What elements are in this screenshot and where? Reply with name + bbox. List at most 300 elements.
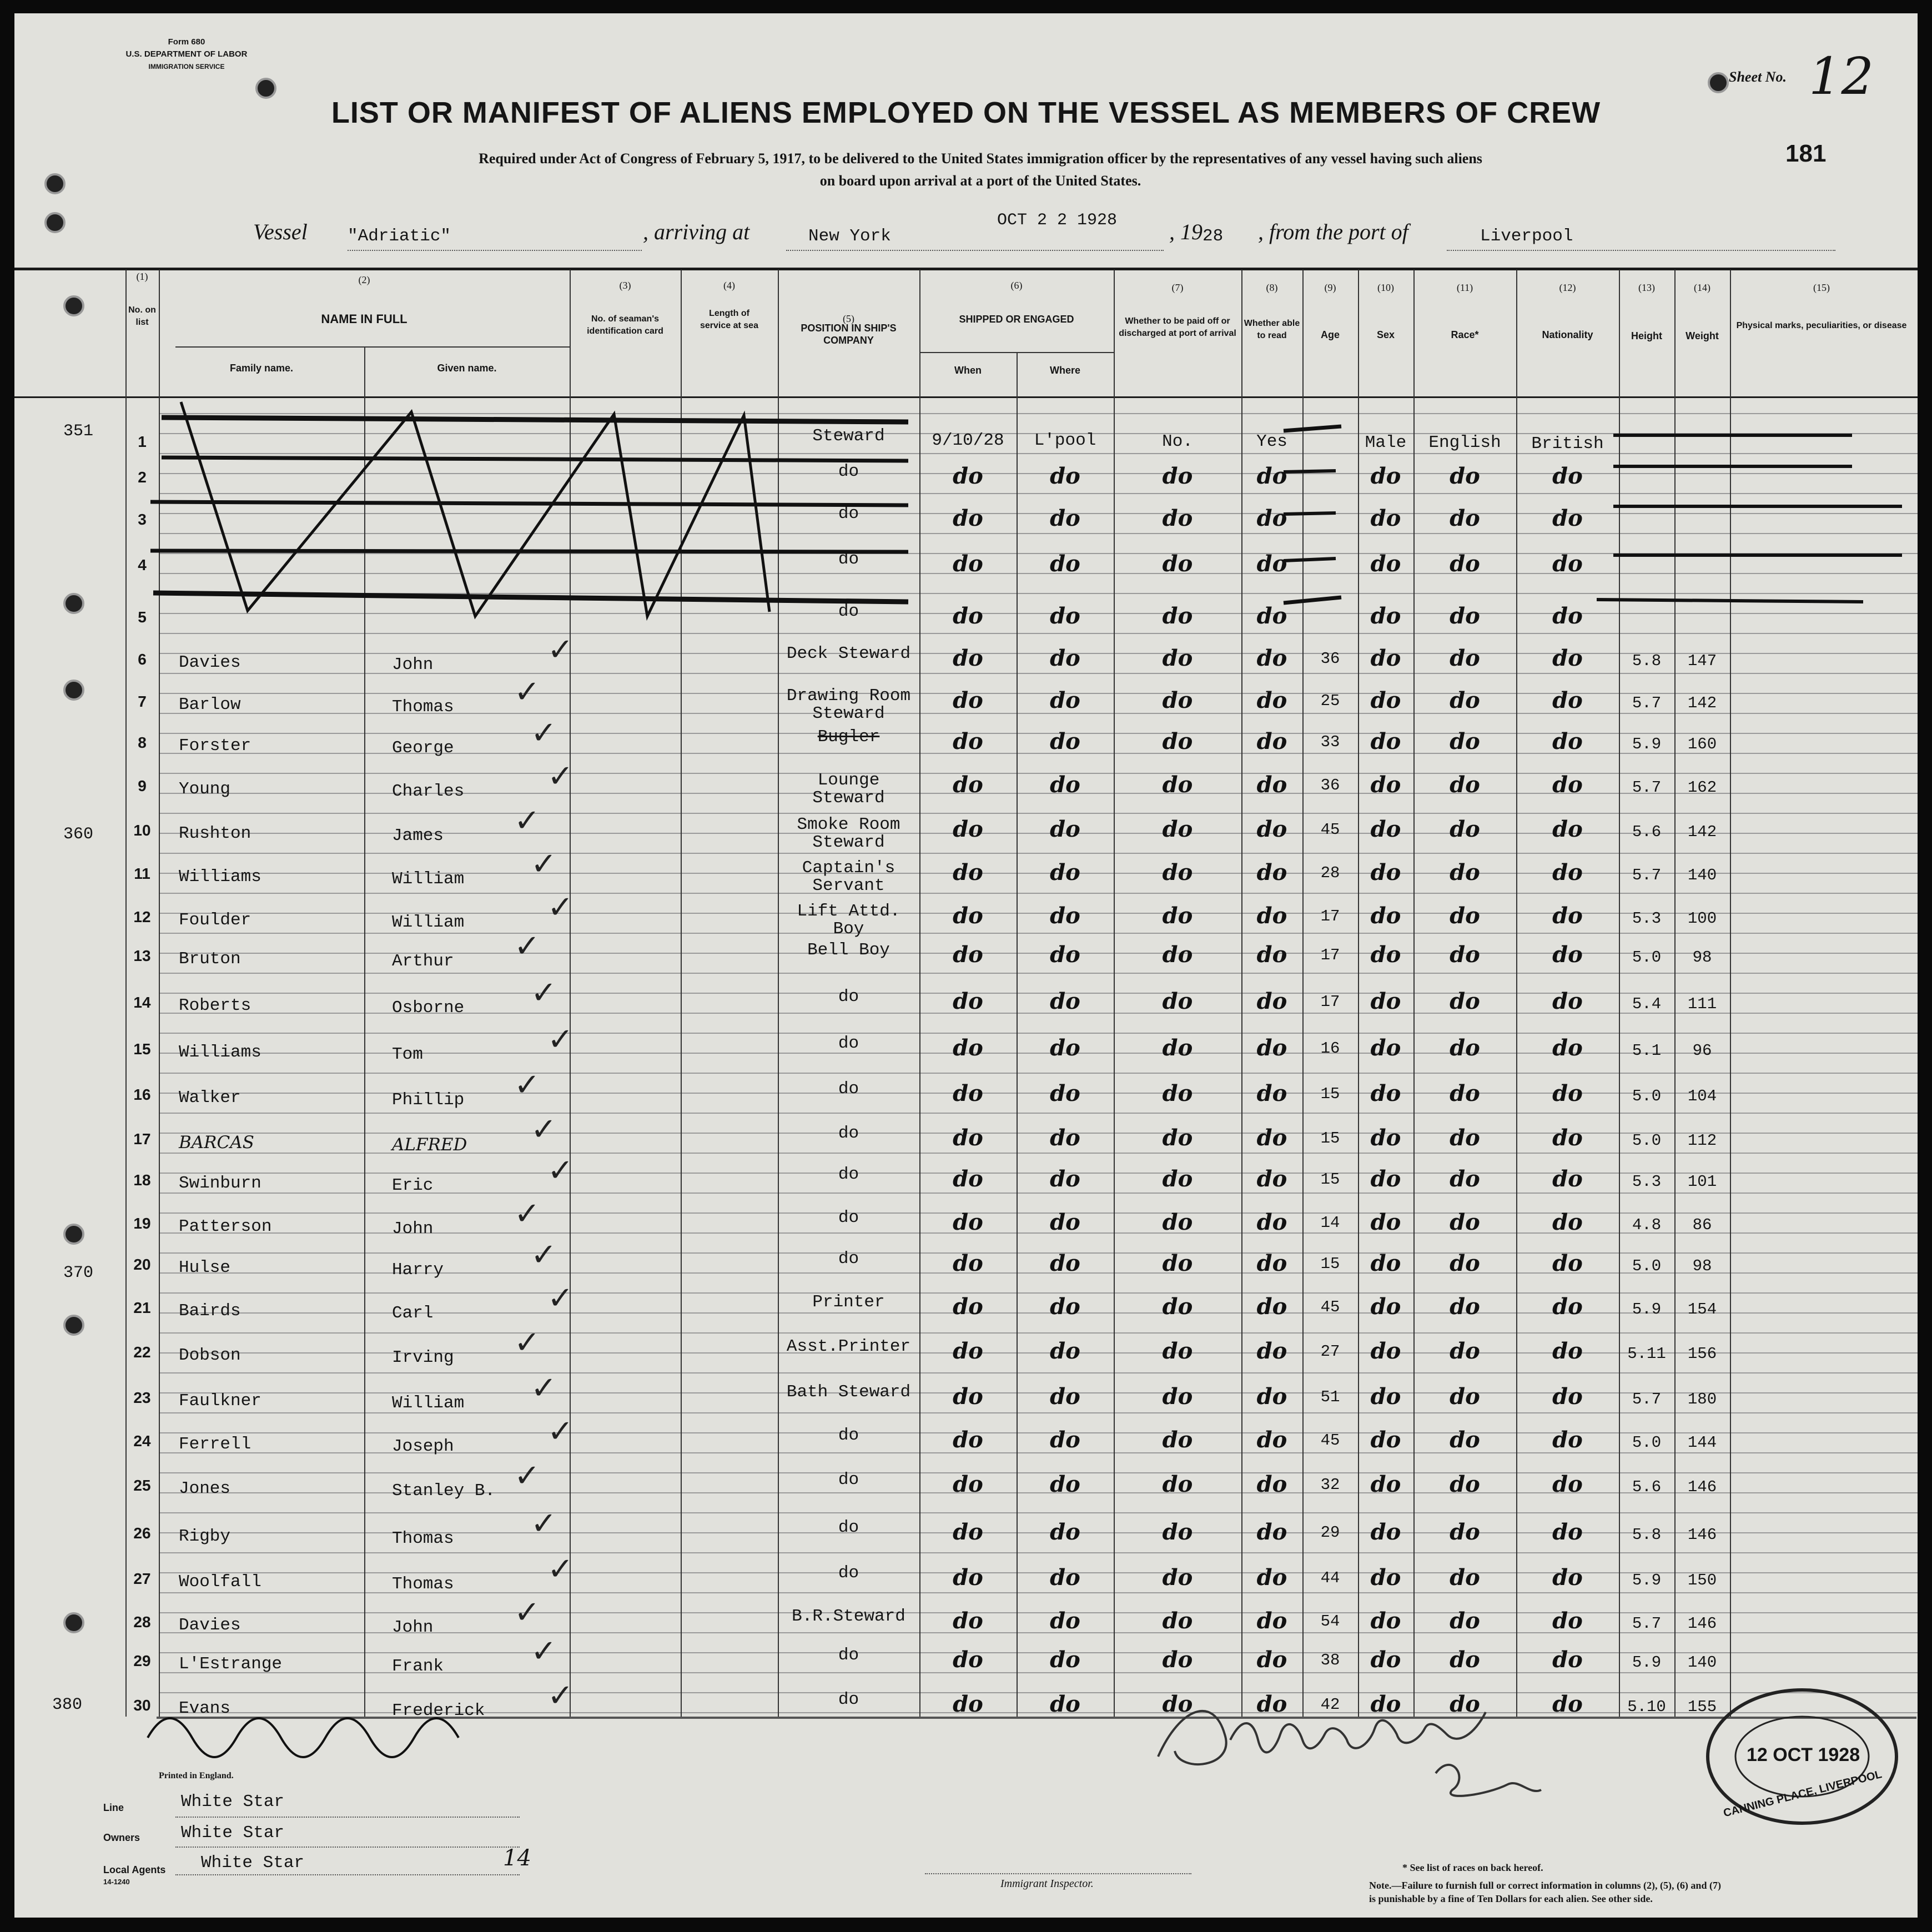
given-name: Phillip bbox=[392, 1090, 465, 1110]
weight: 146 bbox=[1687, 1478, 1717, 1496]
ditto-mark: do bbox=[1370, 1647, 1401, 1673]
ditto-mark: do bbox=[1256, 1338, 1287, 1364]
row-number: 24 bbox=[133, 1432, 151, 1450]
family-name: BARCAS bbox=[179, 1133, 254, 1153]
ditto-mark: do bbox=[1256, 1647, 1287, 1673]
ditto-mark: do bbox=[1162, 1519, 1193, 1545]
col2-family: Family name. bbox=[229, 363, 294, 374]
check-mark-icon: ✓ bbox=[547, 1280, 573, 1316]
col5-label: POSITION IN SHIP'S COMPANY bbox=[801, 323, 897, 346]
ditto-mark: do bbox=[1552, 1125, 1583, 1151]
ditto-mark: do bbox=[1370, 1383, 1401, 1410]
ditto-mark: do bbox=[1552, 1471, 1583, 1497]
ditto-mark: do bbox=[953, 687, 983, 713]
ditto-mark: do bbox=[1450, 1564, 1480, 1591]
weight: 156 bbox=[1687, 1345, 1717, 1363]
ditto-mark: do bbox=[1050, 903, 1080, 929]
row-number: 18 bbox=[133, 1171, 151, 1189]
given-name: Harry bbox=[392, 1260, 444, 1280]
ditto-mark: do bbox=[953, 1080, 983, 1106]
ditto-mark: do bbox=[1162, 1564, 1193, 1591]
family-name: Woolfall bbox=[179, 1572, 261, 1592]
ditto-mark: do bbox=[1450, 505, 1480, 531]
height: 5.9 bbox=[1632, 735, 1662, 753]
ditto-mark: do bbox=[1162, 1647, 1193, 1673]
height: 4.8 bbox=[1632, 1216, 1662, 1234]
service-label: IMMIGRATION SERVICE bbox=[148, 63, 225, 71]
given-name: Osborne bbox=[392, 998, 465, 1018]
ditto-mark: do bbox=[1450, 942, 1480, 968]
given-name: William bbox=[392, 913, 465, 932]
check-mark-icon: ✓ bbox=[514, 1458, 540, 1494]
ditto-mark: do bbox=[1256, 903, 1287, 929]
ditto-mark: do bbox=[1256, 1035, 1287, 1061]
ditto-mark: do bbox=[1256, 645, 1287, 671]
age: 16 bbox=[1320, 1039, 1340, 1058]
ditto-mark: do bbox=[953, 1294, 983, 1320]
position: do bbox=[838, 462, 859, 481]
cancel-strikes bbox=[14, 13, 1918, 1918]
height: 5.4 bbox=[1632, 995, 1662, 1013]
given-name: William bbox=[392, 869, 465, 889]
ditto-mark: do bbox=[1370, 687, 1401, 713]
ditto-mark: do bbox=[953, 1035, 983, 1061]
col15-num: (15) bbox=[1813, 282, 1830, 293]
vessel-name: "Adriatic" bbox=[348, 227, 451, 246]
ditto-mark: do bbox=[1450, 1383, 1480, 1410]
ditto-mark: do bbox=[1552, 505, 1583, 531]
family-name: Dobson bbox=[179, 1346, 241, 1365]
check-mark-icon: ✓ bbox=[531, 715, 557, 751]
form-number: Form 680 bbox=[168, 37, 205, 47]
ditto-mark: do bbox=[953, 1383, 983, 1410]
position: do bbox=[838, 1165, 859, 1184]
family-name: Patterson bbox=[179, 1217, 272, 1236]
margin-number: 370 bbox=[63, 1264, 94, 1282]
family-name: Jones bbox=[179, 1479, 231, 1498]
height: 5.8 bbox=[1632, 1526, 1662, 1544]
ditto-mark: do bbox=[1552, 816, 1583, 842]
row-number: 30 bbox=[133, 1697, 151, 1714]
ditto-mark: do bbox=[1450, 903, 1480, 929]
row-number: 17 bbox=[133, 1130, 151, 1148]
ditto-mark: do bbox=[953, 988, 983, 1014]
position: Lounge Steward bbox=[812, 771, 885, 808]
ditto-mark: do bbox=[1370, 645, 1401, 671]
col10-label: Sex bbox=[1376, 329, 1395, 340]
col1-num: (1) bbox=[136, 271, 148, 282]
ditto-mark: do bbox=[1162, 603, 1193, 629]
col10-num: (10) bbox=[1377, 282, 1394, 293]
ditto-mark: do bbox=[1370, 772, 1401, 798]
ditto-mark: do bbox=[1552, 1035, 1583, 1061]
ditto-mark: do bbox=[1450, 645, 1480, 671]
subtitle-line-2: on board upon arrival at a port of the United States. bbox=[819, 173, 1141, 189]
ditto-mark: do bbox=[1256, 687, 1287, 713]
row-number: 22 bbox=[133, 1344, 151, 1361]
ditto-mark: do bbox=[1450, 551, 1480, 577]
position: Steward bbox=[812, 426, 885, 446]
ditto-mark: do bbox=[1162, 1383, 1193, 1410]
ditto-mark: do bbox=[953, 1166, 983, 1192]
given-name: Irving bbox=[392, 1348, 454, 1367]
height: 5.11 bbox=[1627, 1345, 1666, 1363]
position: B.R.Steward bbox=[792, 1607, 905, 1626]
ditto-mark: do bbox=[1162, 687, 1193, 713]
ditto-mark: do bbox=[1450, 1519, 1480, 1545]
weight: 146 bbox=[1687, 1526, 1717, 1544]
ditto-mark: do bbox=[1552, 1519, 1583, 1545]
row1-paid-off: No. bbox=[1162, 432, 1193, 451]
weight: 98 bbox=[1692, 948, 1712, 967]
weight: 155 bbox=[1687, 1698, 1717, 1716]
age: 27 bbox=[1320, 1342, 1340, 1361]
ditto-mark: do bbox=[1162, 645, 1193, 671]
agents-rule bbox=[175, 1874, 520, 1875]
ditto-mark: do bbox=[1370, 505, 1401, 531]
row-number: 8 bbox=[138, 734, 147, 751]
position: do bbox=[838, 504, 859, 524]
ditto-mark: do bbox=[953, 1519, 983, 1545]
age: 15 bbox=[1320, 1170, 1340, 1189]
ditto-mark: do bbox=[1050, 772, 1080, 798]
ditto-mark: do bbox=[1256, 463, 1287, 489]
age: 28 bbox=[1320, 864, 1340, 882]
ditto-mark: do bbox=[953, 603, 983, 629]
age: 42 bbox=[1320, 1695, 1340, 1714]
ditto-mark: do bbox=[953, 1471, 983, 1497]
margin-number: 360 bbox=[63, 825, 94, 844]
ditto-mark: do bbox=[1256, 1250, 1287, 1276]
age: 17 bbox=[1320, 993, 1340, 1011]
ditto-mark: do bbox=[1450, 988, 1480, 1014]
family-name: Williams bbox=[179, 867, 261, 887]
ditto-mark: do bbox=[1050, 1564, 1080, 1591]
given-name: Joseph bbox=[392, 1437, 454, 1456]
position: do bbox=[838, 987, 859, 1007]
ditto-mark: do bbox=[1162, 551, 1193, 577]
ditto-mark: do bbox=[953, 1338, 983, 1364]
check-mark-icon: ✓ bbox=[514, 1594, 540, 1631]
height: 5.7 bbox=[1632, 778, 1662, 797]
col13-num: (13) bbox=[1638, 282, 1655, 293]
row-number: 13 bbox=[133, 947, 151, 964]
row1-race: English bbox=[1428, 433, 1501, 452]
ditto-mark: do bbox=[1552, 551, 1583, 577]
given-name: Frank bbox=[392, 1657, 444, 1676]
family-name: Forster bbox=[179, 736, 251, 756]
col11-num: (11) bbox=[1456, 282, 1473, 293]
ditto-mark: do bbox=[1370, 859, 1401, 886]
ditto-mark: do bbox=[1370, 1250, 1401, 1276]
ditto-mark: do bbox=[1050, 728, 1080, 754]
ditto-mark: do bbox=[1552, 772, 1583, 798]
position: do bbox=[838, 1690, 859, 1709]
ditto-mark: do bbox=[1552, 1166, 1583, 1192]
manifest-sheet bbox=[14, 13, 1918, 1918]
weight: 86 bbox=[1692, 1216, 1712, 1234]
check-mark-icon: ✓ bbox=[531, 975, 557, 1011]
ditto-mark: do bbox=[953, 505, 983, 531]
position: Printer bbox=[812, 1292, 885, 1312]
row-number: 5 bbox=[138, 608, 147, 626]
family-name: Barlow bbox=[179, 695, 241, 715]
family-name: Walker bbox=[179, 1088, 241, 1108]
ditto-mark: do bbox=[1162, 1209, 1193, 1235]
page-stamp: 181 bbox=[1785, 140, 1827, 167]
arriving-port: New York bbox=[808, 227, 891, 246]
ditto-mark: do bbox=[1552, 1427, 1583, 1453]
family-name: Rigby bbox=[179, 1527, 231, 1546]
ditto-mark: do bbox=[1552, 942, 1583, 968]
check-mark-icon: ✓ bbox=[547, 1022, 573, 1058]
given-name: Charles bbox=[392, 782, 465, 801]
weight: 180 bbox=[1687, 1390, 1717, 1408]
ditto-mark: do bbox=[1450, 1080, 1480, 1106]
col2-num: (2) bbox=[358, 274, 370, 285]
check-mark-icon: ✓ bbox=[531, 1633, 557, 1669]
col8-label: Whether able to read bbox=[1244, 319, 1300, 340]
position: do bbox=[838, 1646, 859, 1665]
col6-where: Where bbox=[1049, 365, 1080, 376]
row-number: 15 bbox=[133, 1040, 151, 1058]
ditto-mark: do bbox=[1256, 942, 1287, 968]
row-number: 14 bbox=[133, 994, 151, 1011]
ditto-mark: do bbox=[1450, 1209, 1480, 1235]
check-mark-icon: ✓ bbox=[547, 1413, 573, 1450]
row-number: 19 bbox=[133, 1215, 151, 1232]
owners-rule bbox=[175, 1847, 520, 1848]
penalty-note-2: is punishable by a fine of Ten Dollars for each alien. See other side. bbox=[1369, 1893, 1653, 1904]
col9-num: (9) bbox=[1324, 282, 1336, 293]
date-stamp: OCT 2 2 1928 bbox=[997, 211, 1118, 230]
row-number: 3 bbox=[138, 511, 147, 528]
ditto-mark: do bbox=[1370, 1519, 1401, 1545]
position: do bbox=[838, 1563, 859, 1583]
ditto-mark: do bbox=[1370, 1691, 1401, 1717]
family-name: Bruton bbox=[179, 949, 241, 969]
ditto-mark: do bbox=[1552, 1608, 1583, 1634]
height: 5.9 bbox=[1632, 1571, 1662, 1589]
ditto-mark: do bbox=[1552, 1209, 1583, 1235]
ditto-mark: do bbox=[1050, 603, 1080, 629]
stamp-place: CANNING PLACE, LIVERPOOL bbox=[1722, 1768, 1883, 1820]
ditto-mark: do bbox=[1370, 1166, 1401, 1192]
agents-note: 14 bbox=[503, 1845, 531, 1871]
inspector-rule bbox=[925, 1873, 1191, 1874]
position: Drawing Room Steward bbox=[786, 686, 911, 723]
ditto-mark: do bbox=[1370, 1080, 1401, 1106]
ditto-mark: do bbox=[1450, 1338, 1480, 1364]
ditto-mark: do bbox=[1552, 1338, 1583, 1364]
ditto-mark: do bbox=[953, 645, 983, 671]
position: Deck Steward bbox=[786, 644, 911, 663]
given-name: John bbox=[392, 1219, 434, 1239]
line-rule bbox=[175, 1817, 520, 1818]
ditto-mark: do bbox=[1450, 1427, 1480, 1453]
age: 45 bbox=[1320, 1298, 1340, 1316]
ditto-mark: do bbox=[1050, 1608, 1080, 1634]
ditto-mark: do bbox=[1552, 728, 1583, 754]
col14-num: (14) bbox=[1694, 282, 1710, 293]
ditto-mark: do bbox=[1256, 1383, 1287, 1410]
ditto-mark: do bbox=[1050, 1166, 1080, 1192]
row1-nationality: British bbox=[1531, 434, 1604, 454]
given-name: George bbox=[392, 738, 454, 758]
ditto-mark: do bbox=[1450, 1691, 1480, 1717]
ditto-mark: do bbox=[1450, 1294, 1480, 1320]
ditto-mark: do bbox=[1256, 1519, 1287, 1545]
position: Smoke Room Steward bbox=[797, 815, 900, 852]
height: 5.0 bbox=[1632, 948, 1662, 967]
ditto-mark: do bbox=[1256, 505, 1287, 531]
ditto-mark: do bbox=[1256, 603, 1287, 629]
given-name: Carl bbox=[392, 1304, 434, 1323]
ditto-mark: do bbox=[953, 1608, 983, 1634]
height: 5.0 bbox=[1632, 1257, 1662, 1275]
height: 5.7 bbox=[1632, 694, 1662, 712]
ditto-mark: do bbox=[1256, 1427, 1287, 1453]
year-value: 28 bbox=[1203, 227, 1224, 246]
ditto-mark: do bbox=[1450, 1250, 1480, 1276]
ditto-mark: do bbox=[1050, 1691, 1080, 1717]
ditto-mark: do bbox=[1256, 772, 1287, 798]
ditto-mark: do bbox=[1256, 728, 1287, 754]
ditto-mark: do bbox=[953, 859, 983, 886]
ditto-mark: do bbox=[953, 942, 983, 968]
ditto-mark: do bbox=[1370, 816, 1401, 842]
ditto-mark: do bbox=[1450, 728, 1480, 754]
position: do bbox=[838, 602, 859, 621]
check-mark-icon: ✓ bbox=[514, 1196, 540, 1232]
row-number: 26 bbox=[133, 1525, 151, 1542]
weight: 100 bbox=[1687, 909, 1717, 928]
age: 45 bbox=[1320, 1431, 1340, 1450]
row-number: 27 bbox=[133, 1570, 151, 1587]
ditto-mark: do bbox=[1050, 505, 1080, 531]
position: do bbox=[838, 1034, 859, 1053]
ditto-mark: do bbox=[1450, 1166, 1480, 1192]
age: 15 bbox=[1320, 1129, 1340, 1148]
ditto-mark: do bbox=[1162, 1125, 1193, 1151]
ditto-mark: do bbox=[1450, 1125, 1480, 1151]
ditto-mark: do bbox=[1162, 1035, 1193, 1061]
col11-label: Race* bbox=[1451, 329, 1479, 340]
ditto-mark: do bbox=[1050, 645, 1080, 671]
ditto-mark: do bbox=[1450, 463, 1480, 489]
ditto-mark: do bbox=[1450, 1471, 1480, 1497]
given-name: John bbox=[392, 1618, 434, 1637]
ditto-mark: do bbox=[1162, 988, 1193, 1014]
row-number: 16 bbox=[133, 1086, 151, 1103]
ditto-mark: do bbox=[1162, 463, 1193, 489]
check-mark-icon: ✓ bbox=[531, 1237, 557, 1273]
position: Bell Boy bbox=[807, 940, 890, 960]
ditto-mark: do bbox=[1552, 645, 1583, 671]
ditto-mark: do bbox=[1450, 816, 1480, 842]
position: do bbox=[838, 1249, 859, 1269]
weight: 140 bbox=[1687, 1653, 1717, 1672]
check-mark-icon: ✓ bbox=[531, 1111, 557, 1148]
check-mark-icon: ✓ bbox=[531, 846, 557, 882]
ditto-mark: do bbox=[1162, 505, 1193, 531]
ditto-mark: do bbox=[1552, 1080, 1583, 1106]
ditto-mark: do bbox=[1450, 603, 1480, 629]
row-number: 25 bbox=[133, 1477, 151, 1494]
col4-label: Length of service at sea bbox=[700, 309, 758, 330]
ditto-mark: do bbox=[1050, 1427, 1080, 1453]
col5-num: (5) bbox=[843, 313, 854, 324]
age: 15 bbox=[1320, 1255, 1340, 1273]
ditto-mark: do bbox=[1450, 859, 1480, 886]
printed-note: Printed in England. bbox=[159, 1771, 234, 1780]
weight: 146 bbox=[1687, 1614, 1717, 1633]
ditto-mark: do bbox=[1050, 1250, 1080, 1276]
row-number: 21 bbox=[133, 1299, 151, 1316]
ditto-mark: do bbox=[1370, 942, 1401, 968]
ditto-mark: do bbox=[953, 1125, 983, 1151]
given-name: Thomas bbox=[392, 697, 454, 717]
ditto-mark: do bbox=[953, 1427, 983, 1453]
age: 44 bbox=[1320, 1569, 1340, 1587]
family-name: Rushton bbox=[179, 824, 251, 843]
margin-number: 380 bbox=[52, 1695, 83, 1714]
ditto-mark: do bbox=[1050, 463, 1080, 489]
col15-label: Physical marks, peculiarities, or disease bbox=[1736, 321, 1907, 330]
ditto-mark: do bbox=[1552, 1564, 1583, 1591]
position: Bugler bbox=[817, 727, 880, 747]
col2-label: NAME IN FULL bbox=[321, 312, 407, 326]
height: 5.6 bbox=[1632, 1478, 1662, 1496]
check-mark-icon: ✓ bbox=[514, 674, 540, 710]
position: Bath Steward bbox=[786, 1382, 911, 1402]
check-mark-icon: ✓ bbox=[547, 1153, 573, 1189]
position: Lift Attd. Boy bbox=[797, 902, 900, 939]
height: 5.6 bbox=[1632, 823, 1662, 841]
ditto-mark: do bbox=[1162, 728, 1193, 754]
ditto-mark: do bbox=[1450, 1647, 1480, 1673]
ditto-mark: do bbox=[1370, 1294, 1401, 1320]
ditto-mark: do bbox=[1050, 1294, 1080, 1320]
ditto-mark: do bbox=[1050, 859, 1080, 886]
check-mark-icon: ✓ bbox=[547, 889, 573, 925]
col2-given: Given name. bbox=[437, 363, 497, 374]
ditto-mark: do bbox=[1256, 551, 1287, 577]
height: 5.0 bbox=[1632, 1131, 1662, 1150]
age: 38 bbox=[1320, 1651, 1340, 1669]
ditto-mark: do bbox=[953, 1250, 983, 1276]
row-number: 12 bbox=[133, 908, 151, 925]
height: 5.1 bbox=[1632, 1042, 1662, 1060]
col6-num: (6) bbox=[1010, 280, 1023, 291]
owners-value: White Star bbox=[181, 1823, 285, 1843]
ditto-mark: do bbox=[1552, 988, 1583, 1014]
owners-label: Owners bbox=[103, 1832, 140, 1843]
check-mark-icon: ✓ bbox=[514, 928, 540, 964]
col8-num: (8) bbox=[1266, 282, 1278, 293]
sheet-label: Sheet No. bbox=[1729, 69, 1787, 85]
ditto-mark: do bbox=[1162, 1166, 1193, 1192]
ditto-mark: do bbox=[1256, 1125, 1287, 1151]
position: do bbox=[838, 1208, 859, 1227]
line-value: White Star bbox=[181, 1792, 285, 1812]
year-label: , 19 bbox=[1169, 219, 1203, 244]
subtitle-line-1: Required under Act of Congress of February 5, 1917, to be delivered to the United States immigration officer by the representatives of any vessel having such aliens bbox=[479, 150, 1482, 167]
ditto-mark: do bbox=[1370, 463, 1401, 489]
row-number: 4 bbox=[138, 556, 147, 573]
col12-num: (12) bbox=[1559, 282, 1576, 293]
ditto-mark: do bbox=[1370, 728, 1401, 754]
